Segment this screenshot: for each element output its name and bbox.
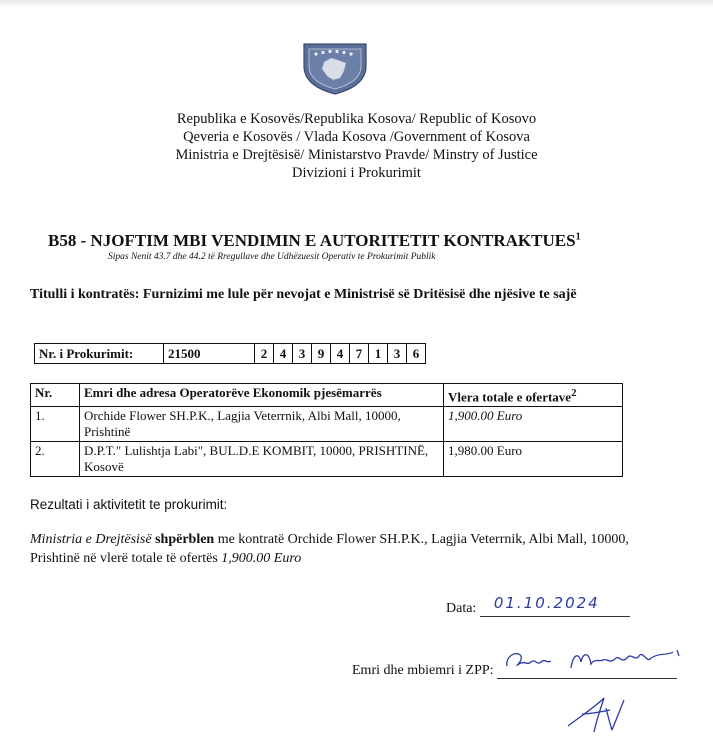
procurement-digit: 9	[312, 344, 331, 364]
header-total-value	[444, 384, 623, 407]
procurement-digit: 7	[350, 344, 369, 364]
signature-line	[497, 662, 677, 679]
procurement-digit: 4	[274, 344, 293, 364]
procurement-digit: 2	[255, 344, 274, 364]
zpp-signature-field	[352, 662, 692, 679]
notice-subtitle: Sipas Nenit 43.7 dhe 44.2 të Rregullave dhe Udhëzuesit Operativ te Prokurimit Publik	[108, 252, 436, 262]
procurement-digit: 1	[369, 344, 388, 364]
procurement-digit: 4	[331, 344, 350, 364]
procurement-digit: 6	[407, 344, 426, 364]
header-line-republic: Republika e Kosovës/Republika Kosova/ Republic of Kosovo	[176, 111, 537, 127]
table-row	[31, 407, 623, 442]
procurement-number-table	[34, 343, 426, 364]
procurement-digit: 3	[388, 344, 407, 364]
header-line-division: Divizioni i Prokurimit	[292, 165, 421, 181]
award-statement	[30, 530, 630, 568]
header-nr: Nr.	[31, 384, 80, 407]
table-row	[31, 442, 623, 477]
kosovo-coat-of-arms-icon	[300, 40, 370, 96]
operators-table	[30, 383, 623, 477]
procurement-digit: 3	[293, 344, 312, 364]
row-operator: Orchide Flower SH.P.K., Lagjia Veterrnik, Albi Mall, 10000, Prishtinë	[80, 407, 444, 442]
date-field	[446, 594, 646, 617]
title-footnote-mark: 1	[575, 231, 581, 243]
award-verb: shpërblen	[155, 532, 215, 547]
scan-edge	[0, 0, 713, 8]
header-line-government: Qeveria e Kosovës / Vlada Kosova /Government of Kosova	[183, 129, 530, 145]
award-ministry: Ministria e Drejtësisë	[30, 532, 152, 547]
award-text: me kontratë Orchide Flower SH.P.K., Lagjia Veterrnik, Albi Mall, 10000, Prishtinë në vlerë totale të ofertës	[30, 532, 629, 566]
initials-signature-icon	[560, 690, 630, 738]
row-operator: D.P.T." Lulishtja Labi", BUL.D.E KOMBIT, 10000, PRISHTINË, Kosovë	[80, 442, 444, 477]
row-value: 1,900.00 Euro	[444, 407, 623, 442]
header-operator: Emri dhe adresa Operatorëve Ekonomik pjesëmarrës	[80, 384, 444, 407]
award-amount: 1,900.00 Euro	[221, 551, 302, 566]
header-line-ministry: Ministria e Drejtësisë/ Ministarstvo Pravde/ Minstry of Justice	[175, 147, 538, 163]
date-line	[480, 594, 630, 617]
date-label: Data:	[446, 601, 477, 616]
procurement-number-label: Nr. i Prokurimit:	[35, 344, 164, 364]
notice-title	[48, 231, 688, 251]
row-nr: 1.	[31, 407, 80, 442]
date-handwritten: 01.10.2024	[493, 594, 600, 612]
handwritten-name-signature-icon	[501, 646, 691, 676]
row-nr: 2.	[31, 442, 80, 477]
header-footnote-mark: 2	[571, 387, 577, 399]
result-label: Rezultati i aktivitetit te prokurimit:	[30, 497, 228, 512]
ministry-header	[0, 110, 713, 182]
zpp-label: Emri dhe mbiemri i ZPP:	[352, 663, 494, 678]
contract-title: Titulli i kontratës: Furnizimi me lule për nevojat e Ministrisë së Dritësisë dhe njësive te sajë	[30, 287, 577, 302]
table-header-row	[31, 384, 623, 407]
row-value: 1,980.00 Euro	[444, 442, 623, 477]
notice-title-text: B58 - NJOFTIM MBI VENDIMIN E AUTORITETIT KONTRAKTUES	[48, 231, 576, 250]
header-total-value-text: Vlera totale e ofertave	[448, 389, 572, 405]
procurement-number-value: 21500	[164, 344, 255, 364]
